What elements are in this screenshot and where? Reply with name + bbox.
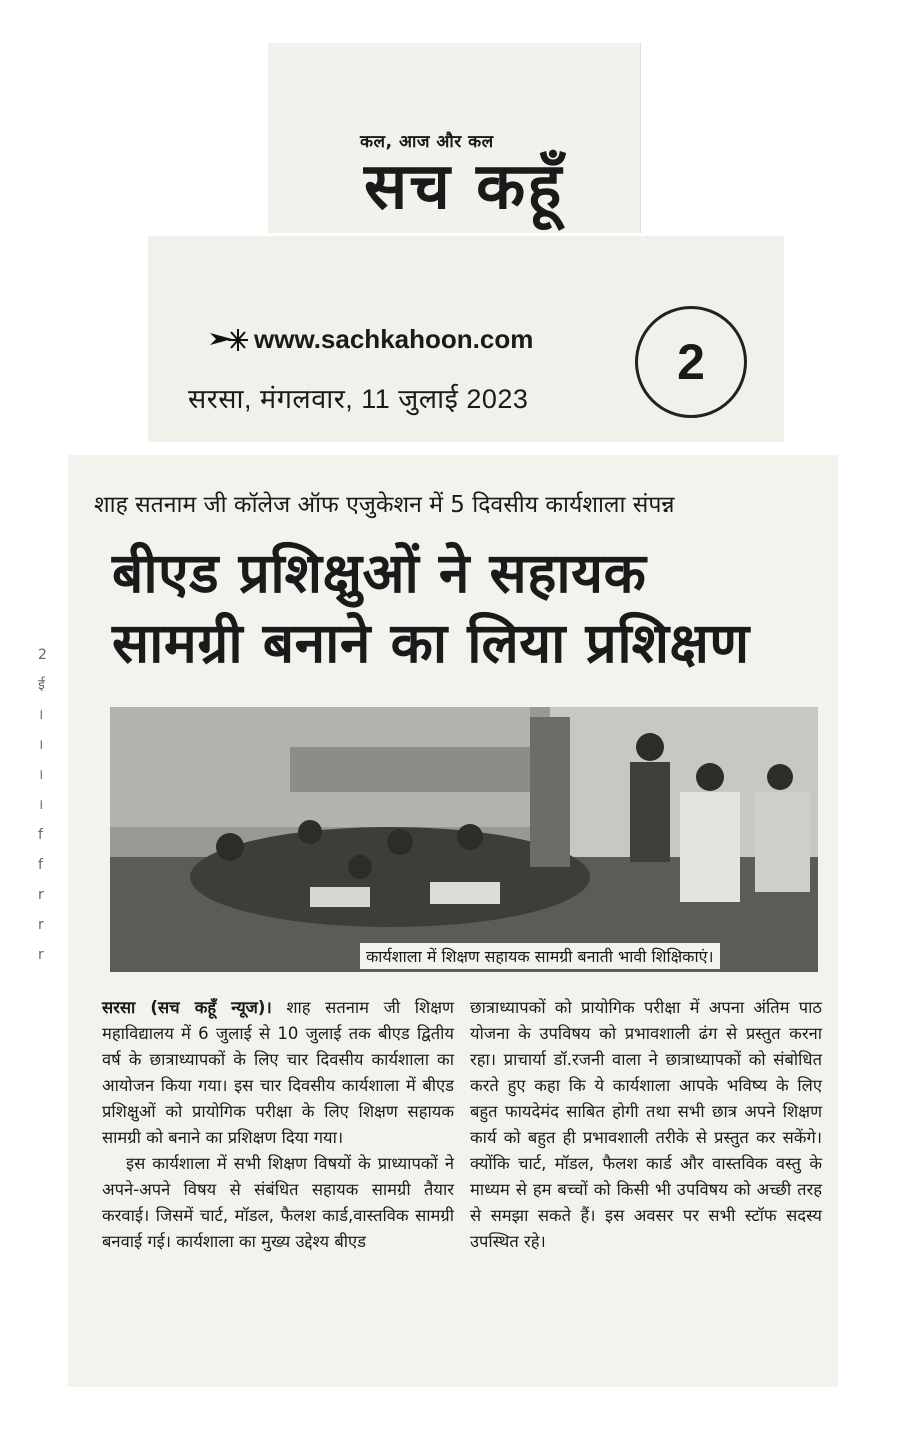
margin-fragment: r bbox=[38, 887, 44, 903]
article-byline: सरसा (सच कहूँ न्यूज)। bbox=[102, 998, 272, 1017]
publication-date: सरसा, मंगलवार, 11 जुलाई 2023 bbox=[188, 384, 529, 414]
margin-fragment: r bbox=[38, 917, 44, 933]
article-paragraph-1 bbox=[102, 995, 454, 1151]
margin-fragment: । bbox=[38, 767, 44, 783]
margin-fragment: r bbox=[38, 947, 44, 963]
article-paragraph-3: छात्राध्यापकों को प्रायोगिक परीक्षा में अपना अंतिम पाठ योजना के उपविषय को प्रभावशाली ढंग से प्रस्तुत करना रहा। प्राचार्या डॉ.रजनी वाला ने छात्राध्यापकों को संबोधित करते हुए कहा कि ये कार्यशाला आपके भविष्य के लिए बहुत फायदेमंद साबित होगी तथा सभी छात्र अपने शिक्षण कार्य को बहुत ही प्रभावशाली तरीके से प्रस्तुत कर सकेंगे। क्योंकि चार्ट, मॉडल, फैलश कार्ड और वास्तविक वस्तु के माध्यम से हम बच्चों को किसी भी उपविषय को अच्छी तरह से समझा सकते हैं। इस अवसर पर सभी स्टॉफ सदस्य उपस्थित रहे। bbox=[470, 998, 822, 1251]
masthead-tagline: कल, आज और कल bbox=[360, 132, 494, 152]
newspaper-name: सच कहूँ bbox=[364, 149, 564, 224]
article-kicker: शाह सतनाम जी कॉलेज ऑफ एजुकेशन में 5 दिवसीय कार्यशाला संपन्न bbox=[94, 492, 675, 518]
margin-fragment: f bbox=[38, 857, 43, 873]
website-row bbox=[208, 324, 533, 355]
margin-fragment: । bbox=[38, 797, 44, 813]
margin-fragment: f bbox=[38, 827, 43, 843]
masthead-clipping bbox=[268, 43, 641, 233]
article-clipping bbox=[68, 455, 838, 1387]
article-paragraph-2: इस कार्यशाला में सभी शिक्षण विषयों के प्राध्यापकों ने अपने-अपने विषय से संबंधित सहायक सामग्री तैयार करवाई। जिसमें चार्ट, मॉडल, फैलश कार्ड,वास्तविक सामग्री बनवाई गई। कार्यशाला का मुख्य उद्देश्य बीएड bbox=[102, 1154, 454, 1251]
page-number-badge: 2 bbox=[635, 306, 747, 418]
margin-fragment: । bbox=[38, 737, 44, 753]
sparkle-arrow-icon bbox=[208, 325, 248, 355]
website-url: www.sachkahoon.com bbox=[254, 324, 534, 354]
workshop-photo bbox=[110, 707, 818, 972]
article-column-right bbox=[470, 995, 822, 1255]
article-paragraph-1-text: शाह सतनाम जी शिक्षण महाविद्यालय में 6 जुलाई से 10 जुलाई तक बीएड द्वितीय वर्ष के छात्राध्यापकों के लिए चार दिवसीय कार्यशाला का आयोजन किया गया। इस चार दिवसीय कार्यशाला में बीएड प्रशिक्षुओं को प्रायोगिक परीक्षा के लिए शिक्षण सहायक सामग्री को बनाने का प्रशिक्षण दिया गया। bbox=[102, 998, 454, 1147]
margin-fragment: 2 bbox=[38, 647, 47, 663]
dateline-clipping bbox=[148, 236, 784, 442]
article-headline bbox=[112, 539, 832, 679]
article-column-left bbox=[102, 995, 454, 1255]
headline-line-1: बीएड प्रशिक्षुओं ने सहायक bbox=[112, 541, 647, 605]
margin-fragment: ई bbox=[38, 677, 45, 693]
adjacent-column-fragments bbox=[38, 640, 60, 980]
margin-fragment: । bbox=[38, 707, 44, 723]
headline-line-2: सामग्री बनाने का लिया प्रशिक्षण bbox=[112, 610, 750, 675]
photo-caption: कार्यशाला में शिक्षण सहायक सामग्री बनाती भावी शिक्षिकाएं। bbox=[360, 943, 720, 969]
workshop-photo-illustration bbox=[110, 707, 818, 972]
